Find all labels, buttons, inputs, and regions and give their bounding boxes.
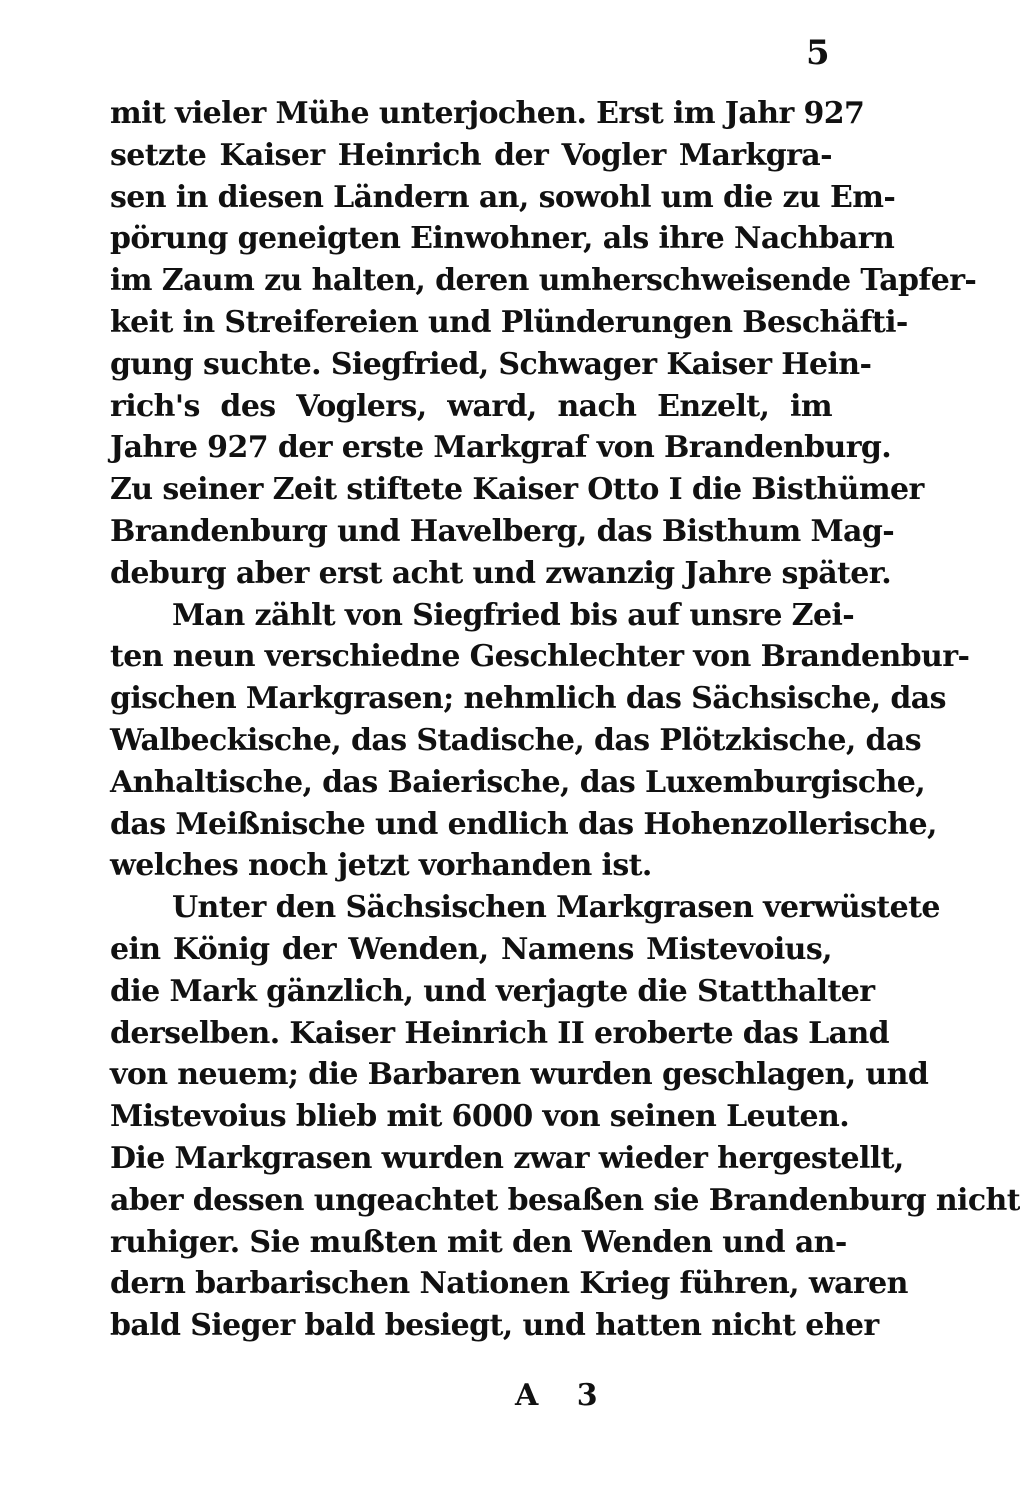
text-line: ruhiger. Sie mußten mit den Wenden und an- [110,1224,847,1260]
text-line: Mistevoius blieb mit 6000 von seinen Leuten. [110,1099,850,1135]
text-line: Zu seiner Zeit stiftete Kaiser Otto I die Bisthümer [110,472,924,508]
text-line: derselben. Kaiser Heinrich II eroberte das Land [110,1015,890,1051]
text-line: von neuem; die Barbaren wurden geschlagen, und [110,1057,929,1093]
text-line: im Zaum zu halten, deren umherschweisende Tapfer- [110,263,977,299]
text-line: die Mark gänzlich, und verjagte die Statthalter [110,973,875,1009]
text-line: ein König der Wenden, Namens Mistevoius, [110,931,832,967]
text-line: mit vieler Mühe unterjochen. Erst im Jahr 927 [110,96,865,131]
text-line: Die Markgrasen wurden zwar wieder hergestellt, [110,1140,904,1176]
text-line: Walbeckische, das Stadische, das Plötzkische, das [110,722,922,758]
text-line: Jahre 927 der erste Markgraf von Brandenburg. [110,430,892,466]
text-line: das Meißnische und endlich das Hohenzollerische, [110,806,937,842]
text-line: Man zählt von Siegfried bis auf unsre Zei- [172,597,855,633]
text-line: gischen Markgrasen; nehmlich das Sächsische, das [110,681,946,717]
page-number: 5 [806,33,830,73]
body-text [110,93,1020,1347]
text-line: deburg aber erst acht und zwanzig Jahre später. [110,555,892,591]
text-line: rich's des Voglers, ward, nach Enzelt, im [110,388,832,424]
text-line: gung suchte. Siegfried, Schwager Kaiser Hein- [110,346,872,382]
text-line: Unter den Sächsischen Markgrasen verwüstete [172,890,940,926]
text-line: sen in diesen Ländern an, sowohl um die zu Em- [110,179,896,215]
text-line: pörung geneigten Einwohner, als ihre Nachbarn [110,221,895,257]
text-line: dern barbarischen Nationen Krieg führen, waren [110,1266,908,1302]
text-line: aber dessen ungeachtet besaßen sie Brandenburg nicht [110,1182,1020,1218]
text-line: welches noch jetzt vorhanden ist. [110,848,652,884]
text-line: Anhaltische, das Baierische, das Luxemburgische, [110,764,926,800]
text-line: Brandenburg und Havelberg, das Bisthum Mag- [110,513,895,549]
text-line: bald Sieger bald besiegt, und hatten nicht eher [110,1308,879,1344]
signature-mark: A 3 [515,1378,612,1413]
text-line: setzte Kaiser Heinrich der Vogler Markgra- [110,137,832,173]
text-line: ten neun verschiedne Geschlechter von Brandenbur- [110,639,970,675]
text-line: keit in Streifereien und Plünderungen Beschäfti- [110,304,908,340]
